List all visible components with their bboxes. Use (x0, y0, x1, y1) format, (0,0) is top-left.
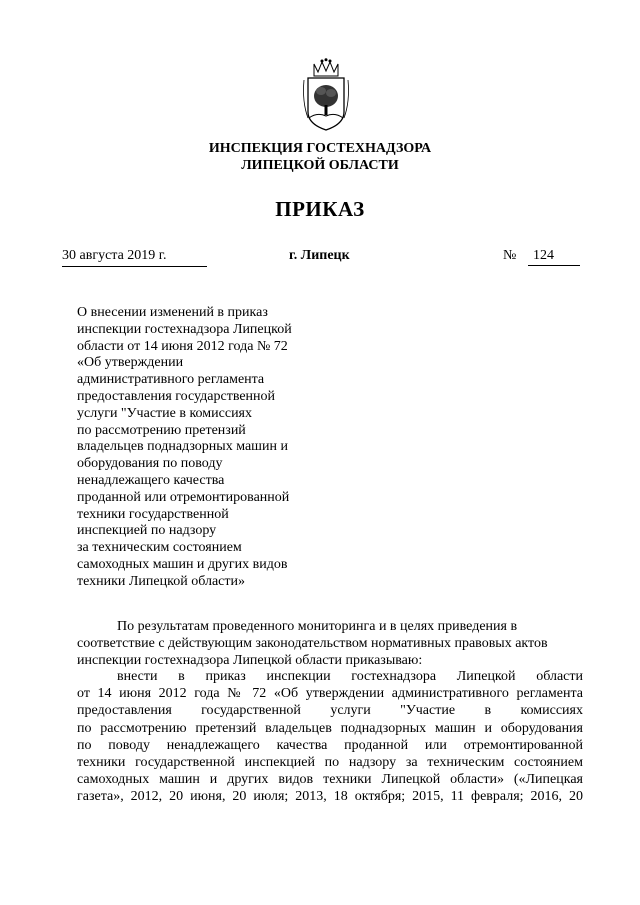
order-number: 124 (528, 247, 580, 266)
organization-name-line1: ИНСПЕКЦИЯ ГОСТЕХНАДЗОРА (208, 141, 432, 156)
body-line: внести в приказ инспекции гостехнадзора Липецкой области (117, 669, 583, 684)
body-line: от 14 июня 2012 года № 72 «Об утверждении административного регламента (77, 686, 583, 702)
body-paragraph-order (77, 668, 583, 806)
body-line: инспекции гостехнадзора Липецкой области приказываю: (77, 653, 423, 669)
body-line: По результатам проведенного мониторинга и в целях приведения в (117, 619, 518, 634)
body-line: по поводу ненадлежащего качества проданной или отремонтированной (77, 737, 583, 753)
subject-line: оборудования по поводу (77, 456, 223, 472)
subject-line: ненадлежащего качества (77, 472, 225, 488)
subject-line: О внесении изменений в приказ (77, 305, 268, 320)
subject-line: инспекции гостехнадзора Липецкой (77, 321, 292, 337)
subject-line: административного регламента (77, 372, 265, 388)
lipetsk-coat-of-arms-icon (300, 58, 352, 132)
subject-line: техники государственной (77, 506, 229, 522)
order-number-label: № (503, 248, 517, 263)
subject-line: техники Липецкой области» (77, 573, 245, 589)
body-paragraph-preamble (77, 618, 583, 670)
subject-line: инспекцией по надзору (77, 523, 217, 539)
body-line: по рассмотрению претензий владельцев поднадзорных машин и оборудования (77, 720, 583, 736)
order-city: г. Липецк (289, 248, 350, 263)
order-date: 30 августа 2019 г. (62, 247, 207, 267)
subject-line: области от 14 июня 2012 года № 72 (77, 338, 288, 354)
subject-line: самоходных машин и других видов (77, 556, 288, 572)
subject-line: проданной или отремонтированной (77, 489, 290, 505)
subject-line: услуги "Участие в комиссиях (77, 405, 252, 421)
order-subject (77, 305, 337, 591)
body-line: соответствие с действующим законодательством нормативных правовых актов (77, 636, 548, 652)
subject-line: по рассмотрению претензий (77, 422, 246, 438)
body-line: самоходных машин и других видов техники Липецкой области» («Липецкая (77, 772, 583, 788)
body-line: газета», 2012, 20 июня, 20 июля; 2013, 18 октября; 2015, 11 февраля; 2016, 20 (77, 789, 583, 805)
body-line: техники государственной инспекцией по надзору за техническим состоянием (77, 755, 583, 771)
body-line: предоставления государственной услуги "Участие в комиссиях (77, 703, 583, 719)
organization-name-line2: ЛИПЕЦКОЙ ОБЛАСТИ (241, 158, 399, 173)
subject-line: предоставления государственной (77, 388, 276, 404)
subject-line: за техническим состоянием (77, 540, 242, 556)
document-type-title: ПРИКАЗ (275, 197, 365, 221)
subject-line: «Об утверждении (77, 355, 184, 371)
subject-line: владельцев поднадзорных машин и (77, 439, 288, 455)
